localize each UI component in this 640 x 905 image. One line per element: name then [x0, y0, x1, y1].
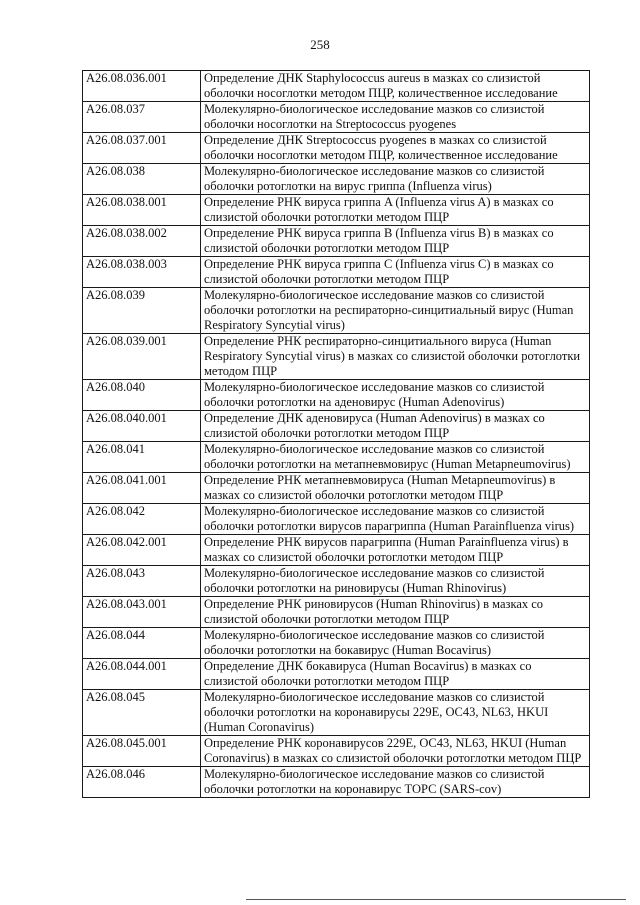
service-code: A26.08.039 — [83, 288, 201, 334]
service-code: A26.08.042.001 — [83, 535, 201, 566]
service-name: Определение РНК коронавирусов 229E, OC43, NL63, HKUI (Human Coronavirus) в мазках со слизистой оболочки ротоглотки методом ПЦР — [201, 736, 590, 767]
service-code: A26.08.045 — [83, 690, 201, 736]
service-code: A26.08.039.001 — [83, 334, 201, 380]
service-name: Определение РНК вирусов парагриппа (Human Parainfluenza virus) в мазках со слизистой оболочки ротоглотки методом ПЦР — [201, 535, 590, 566]
table-row — [83, 102, 590, 133]
service-code: A26.08.040.001 — [83, 411, 201, 442]
service-code: A26.08.043.001 — [83, 597, 201, 628]
table-row — [83, 133, 590, 164]
service-name: Молекулярно-биологическое исследование мазков со слизистой оболочки ротоглотки на бокавирус (Human Bocavirus) — [201, 628, 590, 659]
table-row — [83, 736, 590, 767]
service-name: Молекулярно-биологическое исследование мазков со слизистой оболочки носоглотки на Streptococcus pyogenes — [201, 102, 590, 133]
service-code: A26.08.037.001 — [83, 133, 201, 164]
table-row — [83, 535, 590, 566]
service-code: A26.08.038.002 — [83, 226, 201, 257]
service-name: Молекулярно-биологическое исследование мазков со слизистой оболочки ротоглотки на коронавирус ТОРС (SARS-cov) — [201, 767, 590, 798]
table-row — [83, 628, 590, 659]
service-code: A26.08.037 — [83, 102, 201, 133]
service-name: Определение ДНК Streptococcus pyogenes в мазках со слизистой оболочки носоглотки методом ПЦР, количественное исследование — [201, 133, 590, 164]
table-row — [83, 411, 590, 442]
service-name: Определение ДНК аденовируса (Human Adenovirus) в мазках со слизистой оболочки ротоглотки методом ПЦР — [201, 411, 590, 442]
service-name: Молекулярно-биологическое исследование мазков со слизистой оболочки ротоглотки на коронавирусы 229E, OC43, NL63, HKUI (Human Coronavirus) — [201, 690, 590, 736]
service-code: A26.08.040 — [83, 380, 201, 411]
table-row — [83, 334, 590, 380]
table-row — [83, 767, 590, 798]
table-row — [83, 226, 590, 257]
service-code: A26.08.038 — [83, 164, 201, 195]
service-code: A26.08.038.003 — [83, 257, 201, 288]
service-name: Молекулярно-биологическое исследование мазков со слизистой оболочки ротоглотки вирусов парагриппа (Human Parainfluenza virus) — [201, 504, 590, 535]
service-name: Определение РНК вируса гриппа B (Influenza virus B) в мазках со слизистой оболочки ротоглотки методом ПЦР — [201, 226, 590, 257]
service-name: Молекулярно-биологическое исследование мазков со слизистой оболочки ротоглотки на аденовирус (Human Adenovirus) — [201, 380, 590, 411]
service-name: Молекулярно-биологическое исследование мазков со слизистой оболочки ротоглотки на метапневмовирус (Human Metapneumovirus) — [201, 442, 590, 473]
service-code: A26.08.046 — [83, 767, 201, 798]
service-name: Молекулярно-биологическое исследование мазков со слизистой оболочки ротоглотки на риновирусы (Human Rhinovirus) — [201, 566, 590, 597]
service-code: A26.08.044.001 — [83, 659, 201, 690]
service-name: Определение РНК респираторно-синцитиального вируса (Human Respiratory Syncytial virus) в мазках со слизистой оболочки ротоглотки методом ПЦР — [201, 334, 590, 380]
table-row — [83, 504, 590, 535]
service-name: Определение РНК риновирусов (Human Rhinovirus) в мазках со слизистой оболочки ротоглотки методом ПЦР — [201, 597, 590, 628]
service-name: Определение РНК метапневмовируса (Human Metapneumovirus) в мазках со слизистой оболочки ротоглотки методом ПЦР — [201, 473, 590, 504]
bottom-scan-line — [246, 899, 626, 900]
service-name: Определение РНК вируса гриппа C (Influenza virus C) в мазках со слизистой оболочки ротоглотки методом ПЦР — [201, 257, 590, 288]
service-code: A26.08.045.001 — [83, 736, 201, 767]
service-code: A26.08.041.001 — [83, 473, 201, 504]
table-row — [83, 597, 590, 628]
table-row — [83, 473, 590, 504]
table-row — [83, 566, 590, 597]
service-name: Определение ДНК Staphylococcus aureus в мазках со слизистой оболочки носоглотки методом ПЦР, количественное исследование — [201, 71, 590, 102]
table-row — [83, 257, 590, 288]
table-row — [83, 195, 590, 226]
service-code: A26.08.042 — [83, 504, 201, 535]
service-code: A26.08.038.001 — [83, 195, 201, 226]
table-row — [83, 164, 590, 195]
service-name: Молекулярно-биологическое исследование мазков со слизистой оболочки ротоглотки на вирус гриппа (Influenza virus) — [201, 164, 590, 195]
service-code: A26.08.044 — [83, 628, 201, 659]
table-row — [83, 380, 590, 411]
service-code: A26.08.036.001 — [83, 71, 201, 102]
table-row — [83, 659, 590, 690]
page-number: 258 — [310, 37, 330, 52]
table-row — [83, 442, 590, 473]
service-name: Определение РНК вируса гриппа A (Influenza virus A) в мазках со слизистой оболочки ротоглотки методом ПЦР — [201, 195, 590, 226]
services-table — [82, 70, 590, 798]
service-name: Молекулярно-биологическое исследование мазков со слизистой оболочки ротоглотки на респираторно-синцитиальный вирус (Human Respiratory Syncytial virus) — [201, 288, 590, 334]
service-code: A26.08.041 — [83, 442, 201, 473]
table-row — [83, 690, 590, 736]
service-code: A26.08.043 — [83, 566, 201, 597]
table-row — [83, 71, 590, 102]
service-name: Определение ДНК бокавируса (Human Bocavirus) в мазках со слизистой оболочки ротоглотки методом ПЦР — [201, 659, 590, 690]
table-row — [83, 288, 590, 334]
